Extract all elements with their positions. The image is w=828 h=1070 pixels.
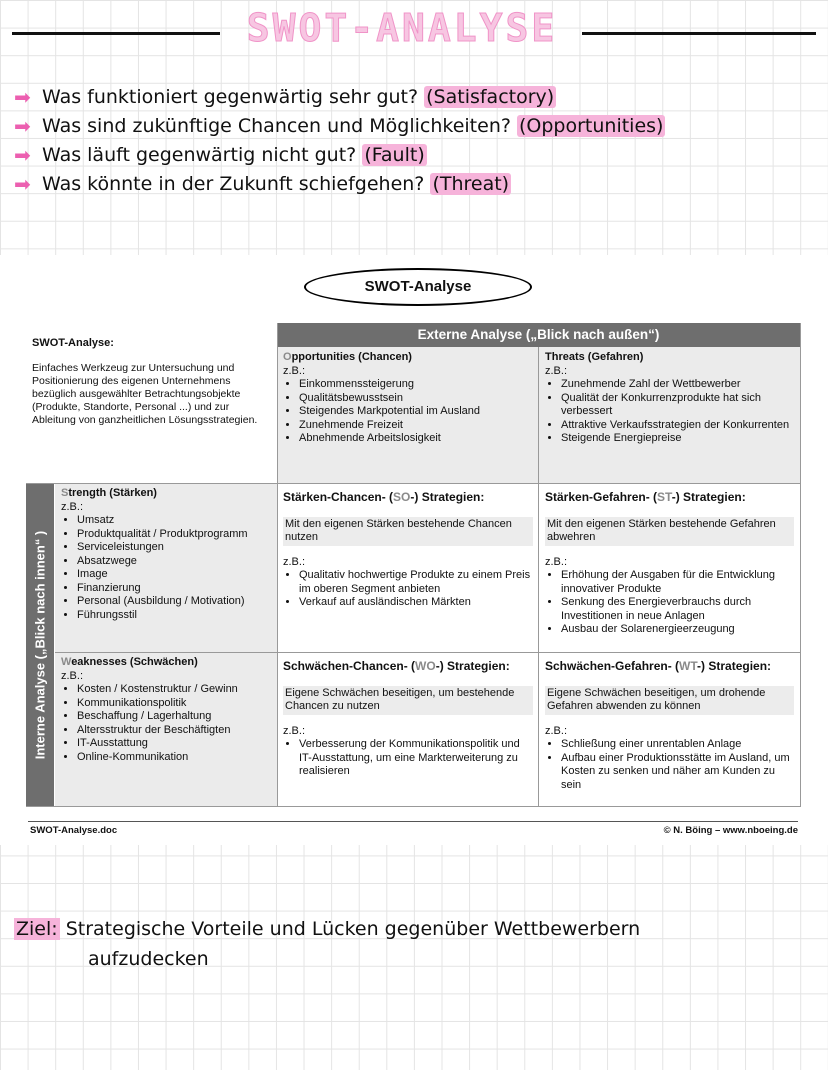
question-tag: (Fault) — [364, 143, 425, 166]
st-strategy-cell — [539, 483, 800, 652]
footer-copyright: © N. Böing – www.nboeing.de — [663, 825, 798, 836]
question-text: Was könnte in der Zukunft schiefgehen? — [42, 172, 425, 195]
strengths-cell — [55, 483, 277, 652]
grid-line — [26, 806, 801, 807]
list-item: • Steigendes Markpotential im Ausland — [299, 405, 532, 419]
grid-line — [277, 323, 278, 806]
opportunities-letter: O — [283, 351, 292, 363]
list-item: • Steigende Energiepreise — [561, 432, 794, 446]
question-item — [14, 140, 814, 169]
question-list — [14, 82, 814, 198]
intro-text: Einfaches Werkzeug zur Untersuchung und Positionierung des eigenen Unternehmens bezüglich ausgewählter Betrachtungsobjekte (Produkte, Standorte, Personal ...) und zur Ableitung von ganzheitlichen Lösungsstrategien. — [32, 362, 258, 426]
arrow-right-icon: ➡ — [14, 84, 31, 109]
list-item: • Finanzierung — [77, 582, 271, 596]
intro-block — [32, 337, 268, 427]
swot-document — [0, 255, 828, 845]
wt-strategy-cell — [539, 652, 800, 806]
list-item: • Ausbau der Solarenergieerzeugung — [561, 623, 794, 637]
zb-label: z.B.: — [61, 669, 84, 682]
external-analysis-header: Externe Analyse („Blick nach außen“) — [277, 323, 800, 347]
so-strategy-title — [283, 491, 533, 505]
list-item: • Attraktive Verkaufsstrategien der Konkurrenten — [561, 419, 794, 433]
list-item: • Absatzwege — [77, 555, 271, 569]
weaknesses-cell — [55, 652, 277, 806]
threats-title — [545, 351, 794, 365]
zb-label: z.B.: — [545, 364, 568, 377]
strategy-head-a: Stärken-Chancen- ( — [283, 490, 394, 504]
strategy-head-b: -) Strategien: — [697, 659, 772, 673]
strategy-head-a: Schwächen-Gefahren- ( — [545, 659, 680, 673]
grid-line — [800, 323, 801, 806]
threats-letter: T — [545, 351, 552, 363]
question-item — [14, 111, 814, 140]
strengths-letter: S — [61, 487, 69, 499]
intro-title: SWOT-Analyse: — [32, 337, 114, 349]
arrow-right-icon: ➡ — [14, 113, 31, 138]
internal-analysis-label: Interne Analyse („Blick nach innen“ ) — [32, 530, 48, 759]
list-item: • Umsatz — [77, 514, 271, 528]
question-text: Was funktioniert gegenwärtig sehr gut? — [42, 85, 419, 108]
list-item: • Serviceleistungen — [77, 541, 271, 555]
list-item: • Verbesserung der Kommunikationspolitik und IT-Ausstattung, um eine Markterweiterung zu realisieren — [299, 738, 533, 779]
zb-label: z.B.: — [283, 364, 306, 377]
list-item: • Qualitativ hochwertige Produkte zu einem Preis im oberen Segment anbieten — [299, 569, 533, 596]
strengths-title — [61, 487, 271, 501]
wo-strategy-summary: Eigene Schwächen beseitigen, um bestehende Chancen zu nutzen — [283, 686, 533, 715]
st-strategy-summary: Mit den eigenen Stärken bestehende Gefahren abwehren — [545, 517, 794, 546]
wo-strategy-cell — [277, 652, 539, 806]
list-item: • Einkommenssteigerung — [299, 378, 532, 392]
opportunities-cell — [277, 347, 538, 483]
list-item: • Abnehmende Arbeitslosigkeit — [299, 432, 532, 446]
list-item: • Senkung des Energieverbrauchs durch Investitionen in neue Anlagen — [561, 596, 794, 623]
question-tag: (Opportunities) — [519, 114, 664, 137]
question-text: Was läuft gegenwärtig nicht gut? — [42, 143, 357, 166]
question-item — [14, 169, 814, 198]
strengths-list — [61, 514, 271, 622]
list-item: • Personal (Ausbildung / Motivation) — [77, 595, 271, 609]
threats-cell — [539, 347, 800, 483]
so-strategy-list — [283, 569, 533, 610]
goal-text-continued: aufzudecken — [88, 948, 209, 970]
grid-line — [26, 483, 801, 484]
strategy-code: WO — [415, 659, 436, 673]
list-item: • Führungsstil — [77, 609, 271, 623]
list-item: • Schließung einer unrentablen Anlage — [561, 738, 794, 752]
list-item: • Qualität der Konkurrenzprodukte hat sich verbessert — [561, 392, 794, 419]
question-tag: (Satisfactory) — [426, 85, 555, 108]
threats-title-text: hreats (Gefahren) — [551, 351, 644, 363]
so-strategy-summary: Mit den eigenen Stärken bestehende Chancen nutzen — [283, 517, 533, 546]
question-tag: (Threat) — [432, 172, 510, 195]
list-item: • Qualitätsbewusstsein — [299, 392, 532, 406]
strategy-code: WT — [679, 659, 698, 673]
st-strategy-title — [545, 491, 794, 505]
goal-note — [14, 914, 804, 970]
page-title: SWOT-ANALYSE — [246, 6, 558, 50]
list-item: • Altersstruktur der Beschäftigten — [77, 724, 271, 738]
list-item: • Aufbau einer Produktionsstätte im Ausland, um Kosten zu senken und näher am Kunden zu sein — [561, 752, 794, 793]
strategy-head-a: Schwächen-Chancen- ( — [283, 659, 416, 673]
zb-label: z.B.: — [283, 555, 306, 568]
list-item: • Verkauf auf ausländischen Märkten — [299, 596, 533, 610]
arrow-right-icon: ➡ — [14, 142, 31, 167]
list-item: • Zunehmende Zahl der Wettbewerber — [561, 378, 794, 392]
zb-label: z.B.: — [283, 724, 306, 737]
list-item: • Produktqualität / Produktprogramm — [77, 528, 271, 542]
strategy-head-a: Stärken-Gefahren- ( — [545, 490, 658, 504]
grid-line — [55, 652, 801, 653]
title-line-left — [12, 32, 220, 35]
title-line-right — [582, 32, 816, 35]
strengths-title-text: trength (Stärken) — [68, 487, 157, 499]
grid-line — [538, 347, 539, 806]
list-item: • Erhöhung der Ausgaben für die Entwicklung innovativer Produkte — [561, 569, 794, 596]
list-item: • Kommunikationspolitik — [77, 697, 271, 711]
wo-strategy-title — [283, 660, 533, 674]
strategy-code: ST — [657, 490, 672, 504]
wt-strategy-summary: Eigene Schwächen beseitigen, um drohende Gefahren abwenden zu können — [545, 686, 794, 715]
footer-filename: SWOT-Analyse.doc — [30, 825, 118, 836]
threats-list — [545, 378, 794, 446]
footer-divider — [28, 821, 798, 822]
opportunities-title-text: pportunities (Chancen) — [291, 351, 412, 363]
zb-label: z.B.: — [545, 555, 568, 568]
strategy-head-b: -) Strategien: — [671, 490, 746, 504]
opportunities-title — [283, 351, 532, 365]
wo-strategy-list — [283, 738, 533, 779]
goal-text: Strategische Vorteile und Lücken gegenüber Wettbewerbern — [65, 918, 641, 940]
weaknesses-title-text: eaknesses (Schwächen) — [71, 656, 198, 668]
list-item: • Online-Kommunikation — [77, 751, 271, 765]
weaknesses-title — [61, 656, 271, 670]
title-row — [0, 6, 828, 50]
strategy-head-b: -) Strategien: — [410, 490, 485, 504]
strategy-head-b: -) Strategien: — [435, 659, 510, 673]
list-item: • IT-Ausstattung — [77, 737, 271, 751]
strategy-code: SO — [393, 490, 411, 504]
question-item — [14, 82, 814, 111]
wt-strategy-title — [545, 660, 794, 674]
question-text: Was sind zukünftige Chancen und Möglichkeiten? — [42, 114, 511, 137]
opportunities-list — [283, 378, 532, 446]
weaknesses-letter: W — [61, 656, 72, 668]
so-strategy-cell — [277, 483, 539, 652]
zb-label: z.B.: — [545, 724, 568, 737]
internal-analysis-header — [26, 483, 54, 806]
swot-oval-title: SWOT-Analyse — [304, 268, 532, 306]
list-item: • Beschaffung / Lagerhaltung — [77, 710, 271, 724]
list-item: • Kosten / Kostenstruktur / Gewinn — [77, 683, 271, 697]
arrow-right-icon: ➡ — [14, 171, 31, 196]
list-item: • Zunehmende Freizeit — [299, 419, 532, 433]
zb-label: z.B.: — [61, 500, 84, 513]
st-strategy-list — [545, 569, 794, 637]
goal-label: Ziel: — [16, 918, 58, 940]
list-item: • Image — [77, 568, 271, 582]
weaknesses-list — [61, 683, 271, 764]
wt-strategy-list — [545, 738, 794, 792]
